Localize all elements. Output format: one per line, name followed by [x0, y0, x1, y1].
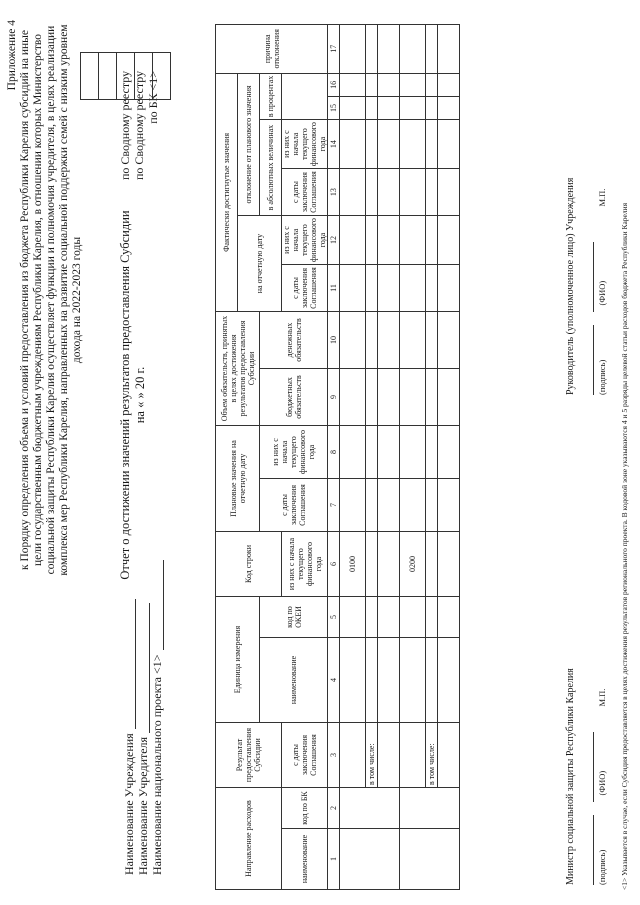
h-unit: Единица измерения [216, 597, 260, 723]
head-label: Руководитель (уполномоченное лицо) Учреждения [565, 177, 576, 395]
report-date: на « » 20 г. [133, 366, 147, 424]
head-sign-caption: (подпись) [597, 359, 607, 395]
minister-label: Министр социальной защиты Республики Карелия [565, 668, 576, 885]
h-obl-b: денежных обязательств [260, 312, 328, 369]
h-name: наименование [282, 829, 328, 890]
report-title: Отчет о достижении значений результатов предоставления Субсидии [118, 210, 132, 580]
table-row: 0100 [340, 24, 366, 889]
minister-fio-caption: (ФИО) [597, 770, 607, 796]
table-row: 0200 [400, 24, 426, 889]
h-unit-name: наименование [260, 638, 328, 723]
h-obl: Объем обязательств, принятых в целях достижения результатов предоставления Субсидии [216, 312, 260, 426]
h-plan-a: с даты заключения Соглашения [260, 479, 328, 532]
minister-signature [565, 668, 607, 885]
appendix-block [6, 20, 84, 580]
number-row: 1 2 3 4 5 6 7 8 9 10 11 12 13 14 15 16 17 [328, 24, 340, 889]
h-dev-a: с даты заключения Соглашения [282, 265, 328, 312]
table-row: в том числе: [426, 24, 438, 889]
head-signature [565, 178, 607, 395]
code-boxes [80, 52, 171, 100]
h-unit-okei: код по ОКЕИ [260, 597, 328, 638]
h-obl-a: бюджетных обязательств [260, 369, 328, 426]
h-result: Результат предоставления Субсидии [216, 723, 282, 788]
h-dev-pct-a: с даты заключения Соглашения [282, 169, 328, 216]
h-rowcode: Код строки [216, 532, 282, 597]
minister-mp: М.П. [597, 688, 607, 707]
h-plan-b: из них с начала текущего финансового года [260, 426, 328, 479]
appendix-text: к Порядку определения объема и условий предоставления из бюджета Республики Карелия субсидий на иные цели государственным бюджетным учреждениям Республики Карелия, в отношении которых Министерство социальной защиты Республики Карелия осуществляет функции и полномочия учредителя, в целях реализации комплекса мер Республики Карелия, направленных на развитие социальной поддержки семей с низким уровнем дохода на 2022-2023 годы [19, 24, 83, 576]
table-row: в том числе: [366, 24, 378, 889]
h-plan: Плановые значения на отчетную дату [216, 426, 260, 532]
report-table [215, 24, 460, 890]
h-dev-b: из них с начала текущего финансового года [282, 216, 328, 265]
registry-line-2: по Сводному реестру [132, 70, 146, 180]
h-dev: отклонение от планового значения [238, 73, 260, 215]
meta-block [122, 560, 164, 875]
institution-label: Наименование Учреждения [122, 733, 136, 875]
project-label: Наименование национального проекта <1> [150, 654, 164, 875]
h-fact-a: с даты заключения Соглашения [282, 723, 328, 788]
report-title-block [118, 185, 148, 605]
table-row [378, 24, 400, 889]
registry-line-3: по БК <1> [146, 70, 160, 124]
h-direction: Направление расходов [216, 788, 282, 890]
h-fact-date: на отчетную дату [238, 216, 282, 312]
footnote: <1> Указывается в случае, если Субсидия предоставляется в целях достижения результатов регионального проекта. В кодовой зоне указываются 4 и 5 разряды целевой статьи расходов бюджета Республики Карелия [620, 202, 629, 890]
registry-line-1: по Сводному реестру [118, 70, 132, 180]
appendix-number: Приложение 4 [6, 20, 18, 91]
head-fio-caption: (ФИО) [597, 280, 607, 306]
h-fact-b: из них с начала текущего финансового года [282, 532, 328, 597]
h-dev-abs: в абсолютных величинах [260, 120, 282, 216]
h-fact: Фактически достигнутые значения [216, 73, 238, 311]
minister-sign-caption: (подпись) [597, 849, 607, 885]
h-dev-pct: в процентах [260, 73, 282, 119]
h-dev-pct-b: из них с начала текущего финансового года [282, 120, 328, 169]
founder-label: Наименование Учредителя [136, 736, 150, 875]
table-row [438, 24, 460, 889]
h-reason: причина отклонения [216, 24, 328, 73]
h-code-bk: код по БК [282, 788, 328, 829]
head-mp: М.П. [597, 188, 607, 207]
